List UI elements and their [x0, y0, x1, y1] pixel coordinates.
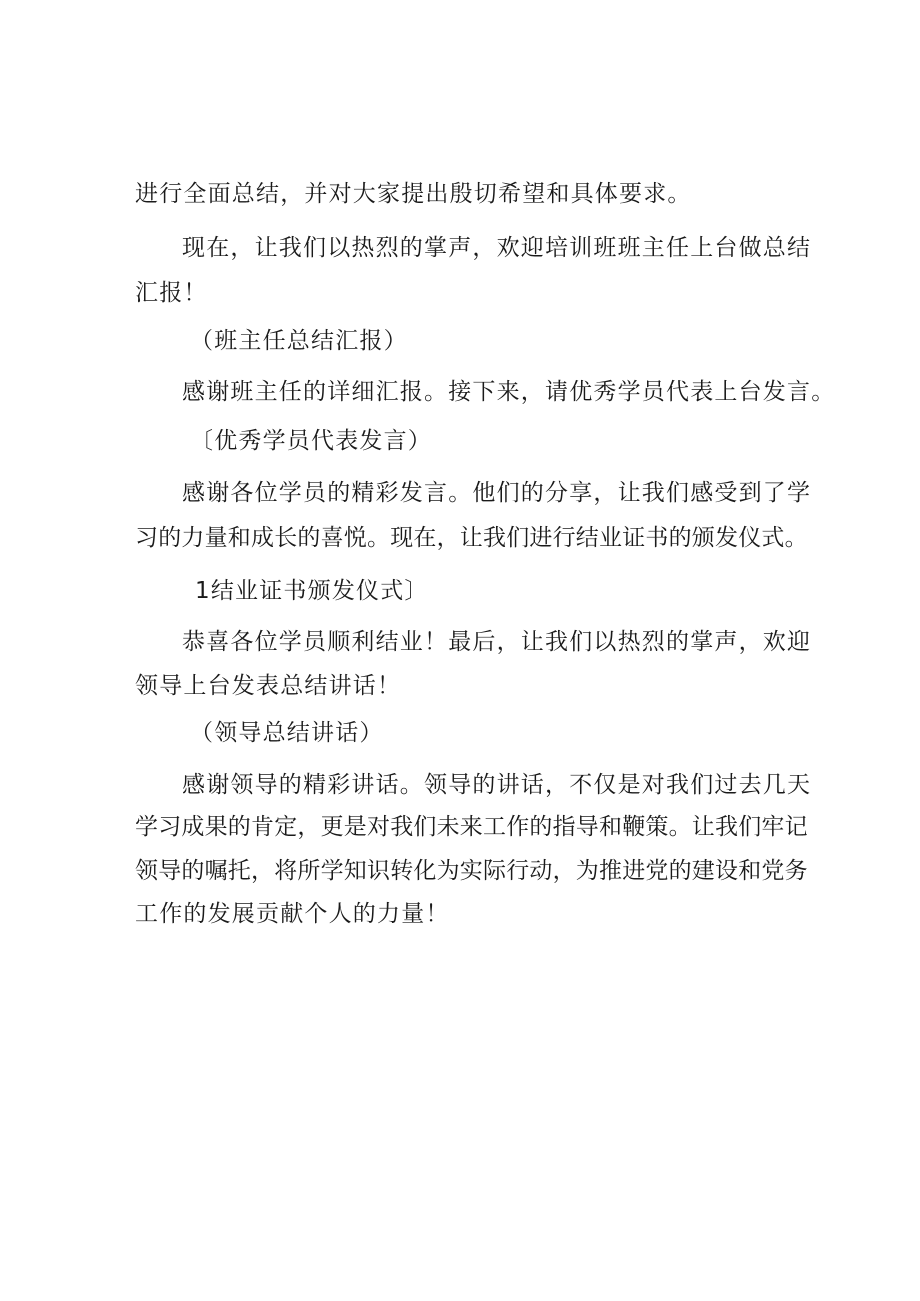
text-line: 1结业证书颁发仪式〕: [195, 578, 429, 604]
text-line: 工作的发展贡献个人的力量！: [135, 901, 450, 927]
text-line: （领导总结讲话）: [190, 720, 384, 746]
text-line: 领导上台发表总结讲话！: [135, 673, 402, 699]
text-line: 恭喜各位学员顺利结业！最后，让我们以热烈的掌声，欢迎: [182, 629, 812, 655]
text-line: 汇报！: [135, 280, 208, 306]
text-line: （班主任总结汇报）: [190, 328, 408, 354]
text-line: 领导的嘱托，将所学知识转化为实际行动，为推进党的建设和党务: [135, 858, 808, 884]
text-line: 〔优秀学员代表发言）: [190, 428, 432, 454]
text-line: 进行全面总结，并对大家提出殷切希望和具体要求。: [135, 181, 692, 207]
text-line: 现在，让我们以热烈的掌声，欢迎培训班班主任上台做总结: [182, 235, 812, 261]
text-line: 感谢班主任的详细汇报。接下来，请优秀学员代表上台发言。: [182, 379, 836, 405]
text-line: 感谢各位学员的精彩发言。他们的分享，让我们感受到了学: [182, 480, 812, 506]
text-line: 习的力量和成长的喜悦。现在，让我们进行结业证书的颁发仪式。: [135, 525, 808, 551]
text-line: 学习成果的肯定，更是对我们未来工作的指导和鞭策。让我们牢记: [135, 814, 808, 840]
text-line: 感谢领导的精彩讲话。领导的讲话，不仅是对我们过去几天: [182, 772, 812, 798]
